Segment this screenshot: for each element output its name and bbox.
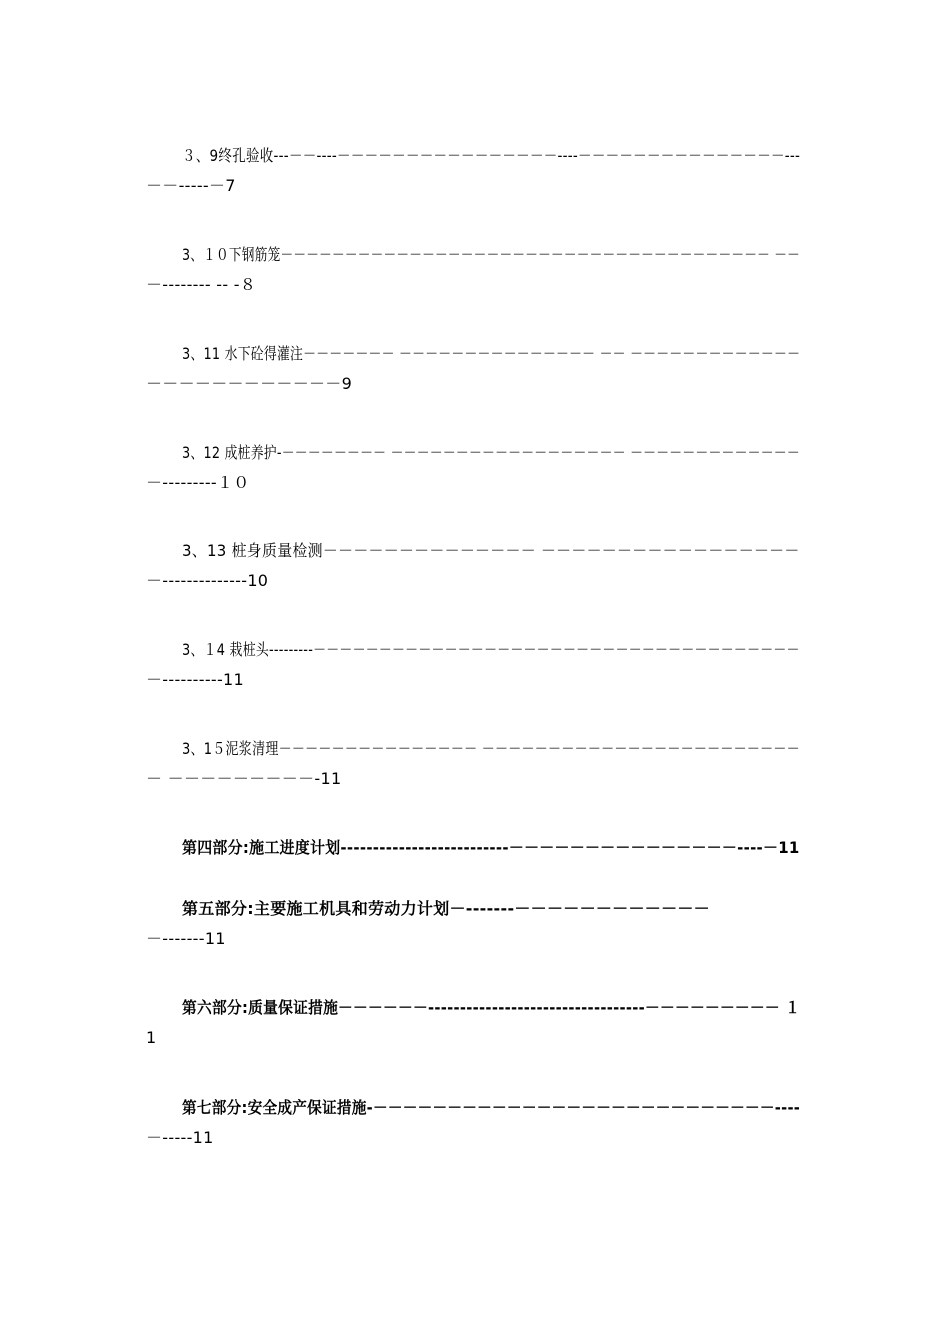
toc-entry-text: 3、1５泥浆清理－－－－－－－－－－－－－－－ －－－－－－－－－－－－－－－－－－－－－－－－ [182, 739, 800, 758]
toc-entry-page-number: －－-----－7 [146, 176, 236, 195]
toc-entry-page-number: －-------11 [146, 929, 226, 948]
toc-entry-text: 3、１4 栽桩头---------－－－－－－－－－－－－－－－－－－－－－－－－－－－－－－－－－－－－－ [182, 640, 800, 659]
toc-entry-page-number: －---------１０ [146, 473, 250, 492]
toc-entry-text: 3、11 水下砼得灌注－－－－－－－ －－－－－－－－－－－－－－－ －－ －－－－－－－－－－－－－ [182, 344, 801, 363]
toc-entry-text: 3、12 成桩养护-－－－－－－－－ －－－－－－－－－－－－－－－－－－ －－－－－－－－－－－－－ [182, 443, 800, 462]
toc-entry-text: 3、13 桩身质量检测－－－－－－－－－－－－－－ －－－－－－－－－－－－－－－－－ [182, 541, 800, 560]
toc-entry-page-number: 1 [146, 1028, 157, 1047]
toc-entry-text: 第七部分:安全成产保证措施-－－－－－－－－－－－－－－－－－－－－－－－－－－－---- [182, 1098, 801, 1117]
toc-entry-text: 第六部分:质量保证措施－－－－－－----------------------------------－－－－－－－－－ １ [182, 998, 801, 1017]
toc-entry-page-number: －--------------10 [146, 571, 269, 590]
toc-entry-text: ３、9终孔验收---－－----－－－－－－－－－－－－－－－－----－－－－－－－－－－－－－－－--- [182, 146, 801, 165]
toc-entry-page-number: －----------11 [146, 670, 244, 689]
toc-entry-page-number: － －－－－－－－－－-11 [146, 769, 342, 788]
toc-entry-page-number: －-----11 [146, 1128, 214, 1147]
toc-entry-page-number: －－－－－－－－－－－－9 [146, 374, 353, 393]
toc-entry-text: 第五部分:主要施工机具和劳动力计划－-------－－－－－－－－－－－－ [182, 899, 710, 918]
toc-entry-text: 第四部分:施工进度计划--------------------------－－－－－－－－－－－－－－－----－11 [182, 838, 800, 857]
toc-entry-page-number: －-------- -- -８ [146, 275, 257, 294]
toc-entry-text: 3、１０下钢筋笼－－－－－－－－－－－－－－－－－－－－－－－－－－－－－－－－－－－－－－ －－ [182, 245, 800, 264]
